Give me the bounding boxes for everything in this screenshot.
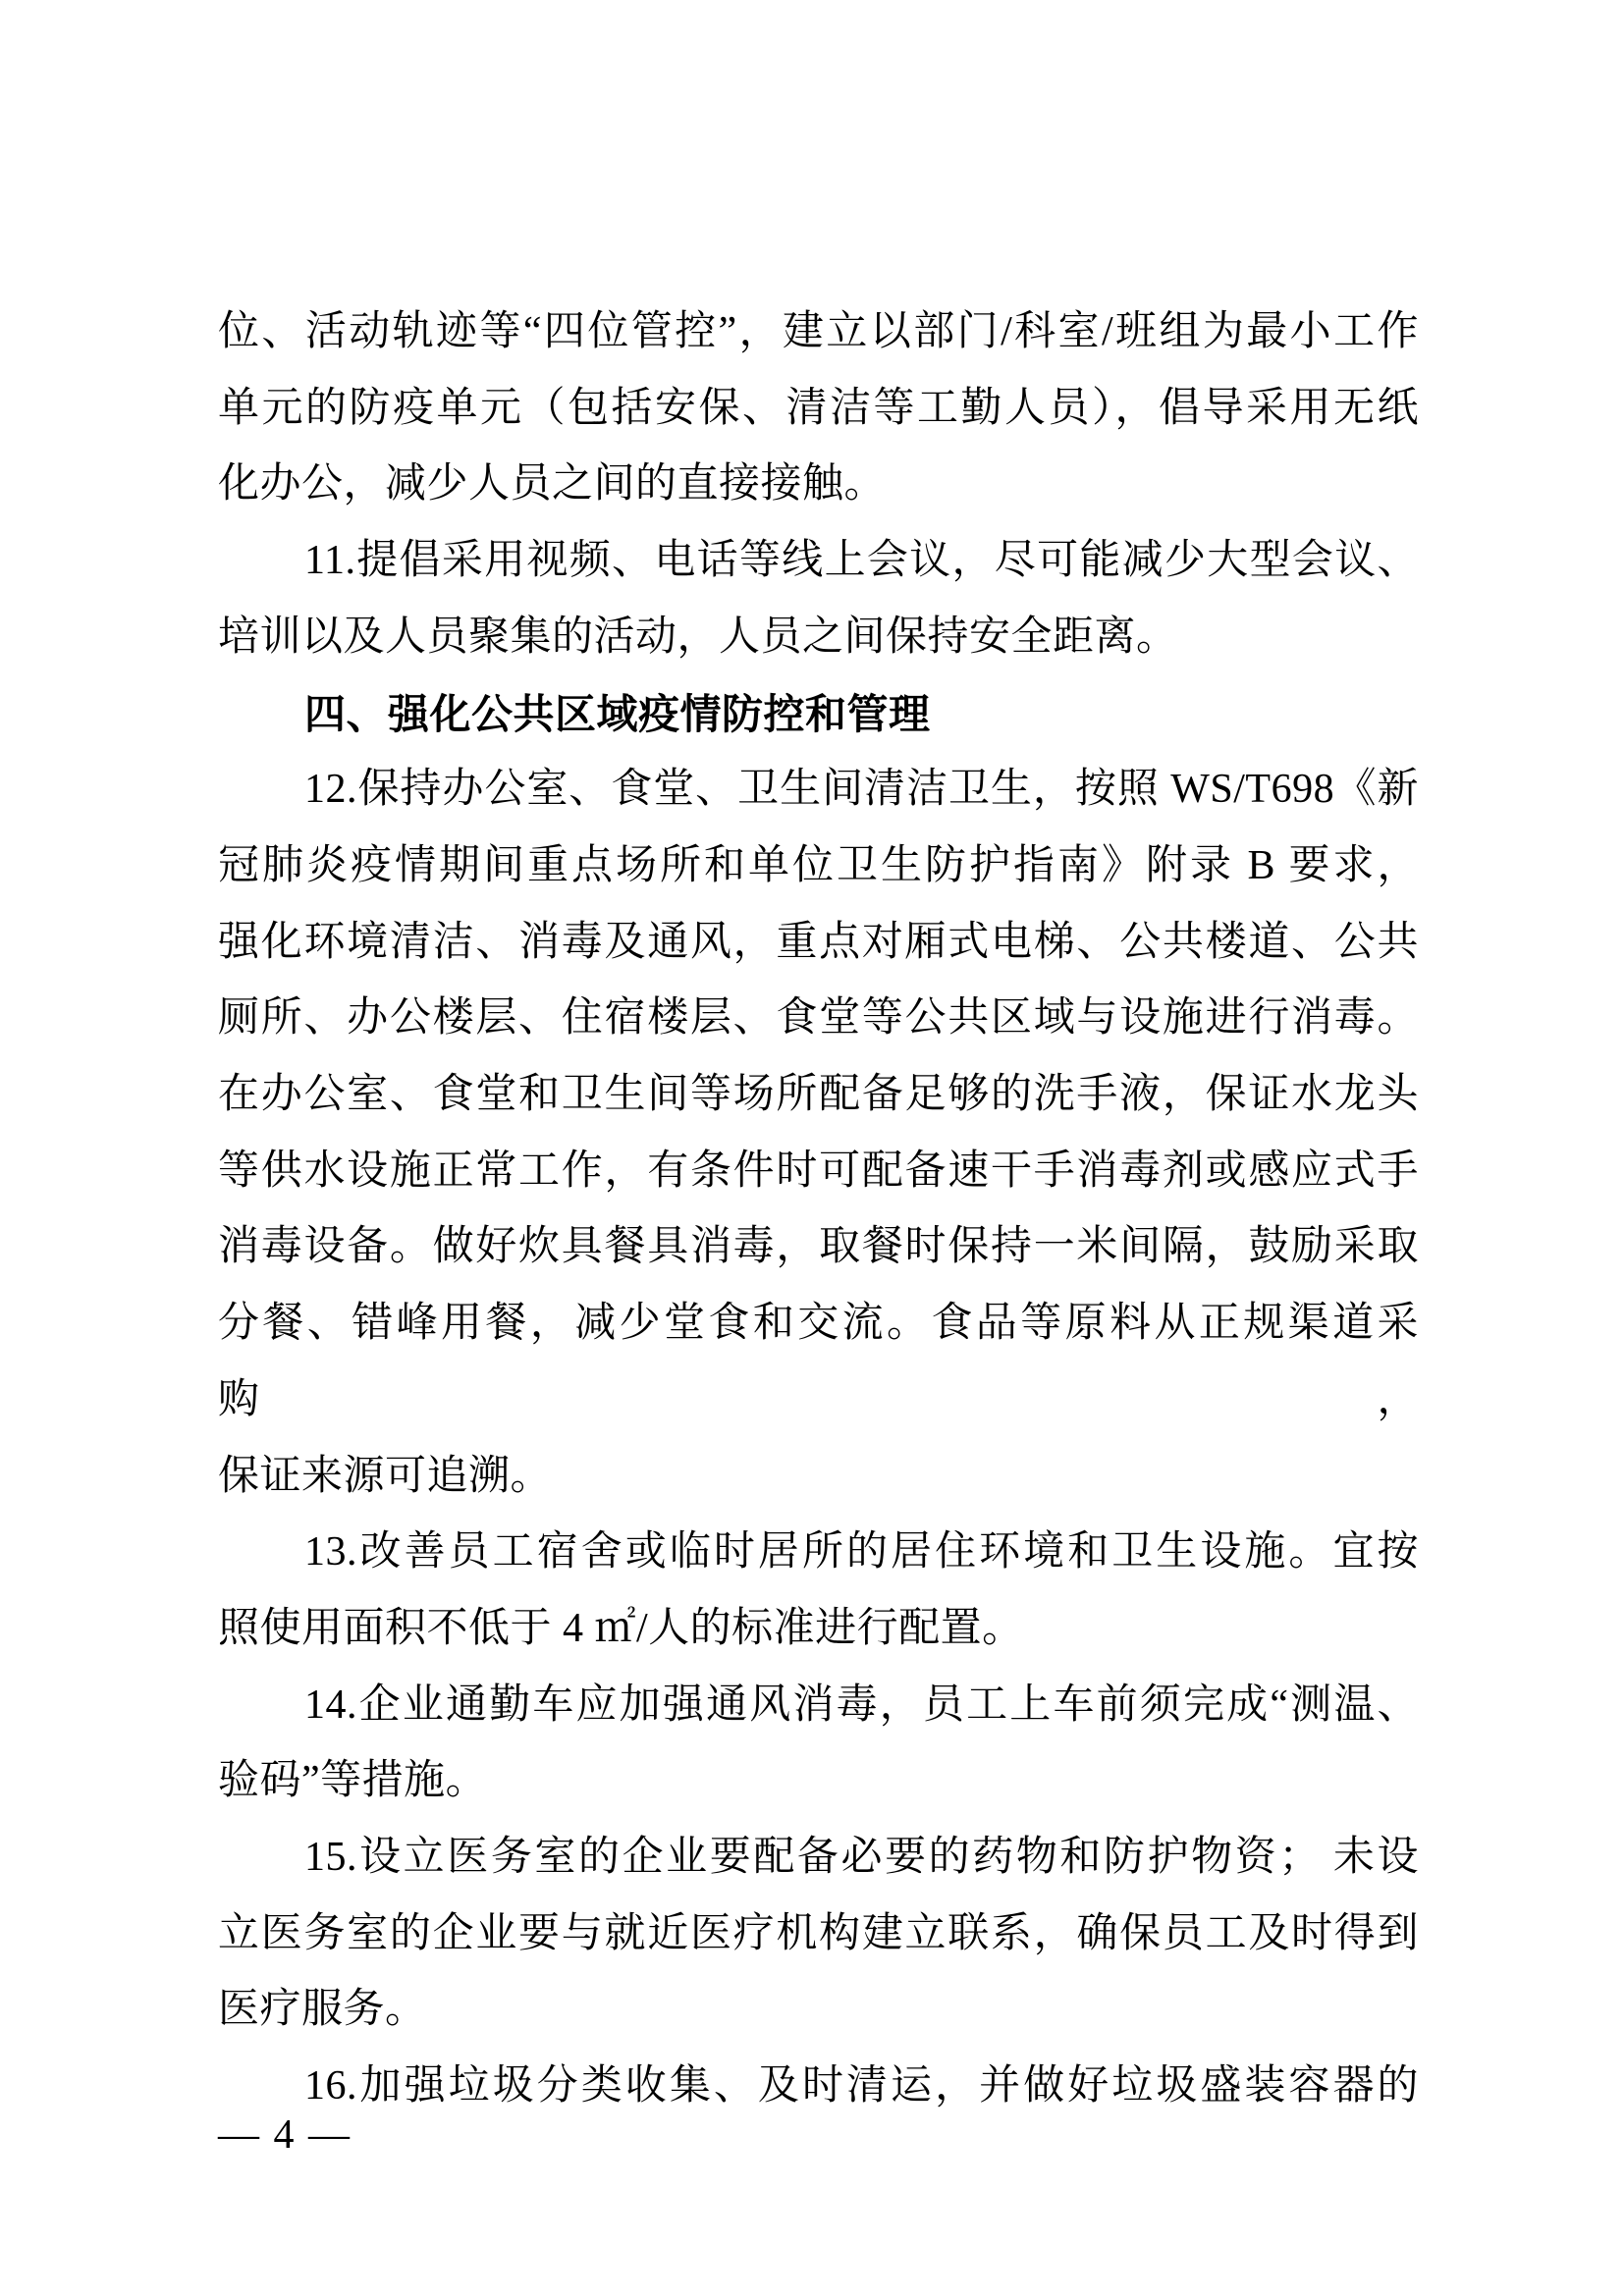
text-line: 化办公，减少人员之间的直接接触。: [218, 461, 887, 507]
text-line: 照使用面积不低于 4 ㎡/人的标准进行配置。: [218, 1605, 1024, 1651]
section-heading: 四、强化公共区域疫情防控和管理: [304, 690, 931, 737]
text-line: 强化环境清洁、消毒及通风，重点对厢式电梯、公共楼道、公共: [218, 919, 1419, 965]
text-line: 在办公室、食堂和卫生间等场所配备足够的洗手液，保证水龙头: [218, 1072, 1419, 1118]
text-line: 医疗服务。: [218, 1987, 427, 2033]
text-line: 16.加强垃圾分类收集、及时清运，并做好垃圾盛装容器的: [304, 2063, 1419, 2109]
text-line: 验码”等措施。: [218, 1758, 488, 1804]
text-line: 冠肺炎疫情期间重点场所和单位卫生防护指南》附录 B 要求，: [218, 842, 1419, 888]
text-line: 位、活动轨迹等“四位管控”，建立以部门/科室/班组为最小工作: [218, 309, 1419, 354]
text-line: 保证来源可追溯。: [218, 1453, 553, 1499]
text-line: 分餐、错峰用餐，减少堂食和交流。食品等原料从正规渠道采购，: [218, 1301, 1419, 1422]
text-line: 12.保持办公室、食堂、卫生间清洁卫生，按照 WS/T698《新: [304, 767, 1419, 813]
text-line: 消毒设备。做好炊具餐具消毒，取餐时保持一米间隔，鼓励采取: [218, 1224, 1419, 1270]
text-line: 单元的防疫单元（包括安保、清洁等工勤人员），倡导采用无纸: [218, 385, 1419, 431]
text-line: 14.企业通勤车应加强通风消毒，员工上车前须完成“测温、: [304, 1682, 1419, 1728]
page-number: — 4 —: [218, 2112, 352, 2158]
text-line: 培训以及人员聚集的活动，人员之间保持安全距离。: [218, 614, 1178, 660]
text-line: 等供水设施正常工作，有条件时可配备速干手消毒剂或感应式手: [218, 1148, 1419, 1194]
document-body: [218, 294, 1419, 2125]
text-line: 15.设立医务室的企业要配备必要的药物和防护物资； 未设: [304, 1835, 1419, 1881]
text-line: 13.改善员工宿舍或临时居所的居住环境和卫生设施。宜按: [304, 1529, 1419, 1575]
text-line: 立医务室的企业要与就近医疗机构建立联系，确保员工及时得到: [218, 1910, 1419, 1956]
text-line: 厕所、办公楼层、住宿楼层、食堂等公共区域与设施进行消毒。: [218, 995, 1419, 1041]
text-line: 11.提倡采用视频、电话等线上会议，尽可能减少大型会议、: [304, 538, 1419, 584]
